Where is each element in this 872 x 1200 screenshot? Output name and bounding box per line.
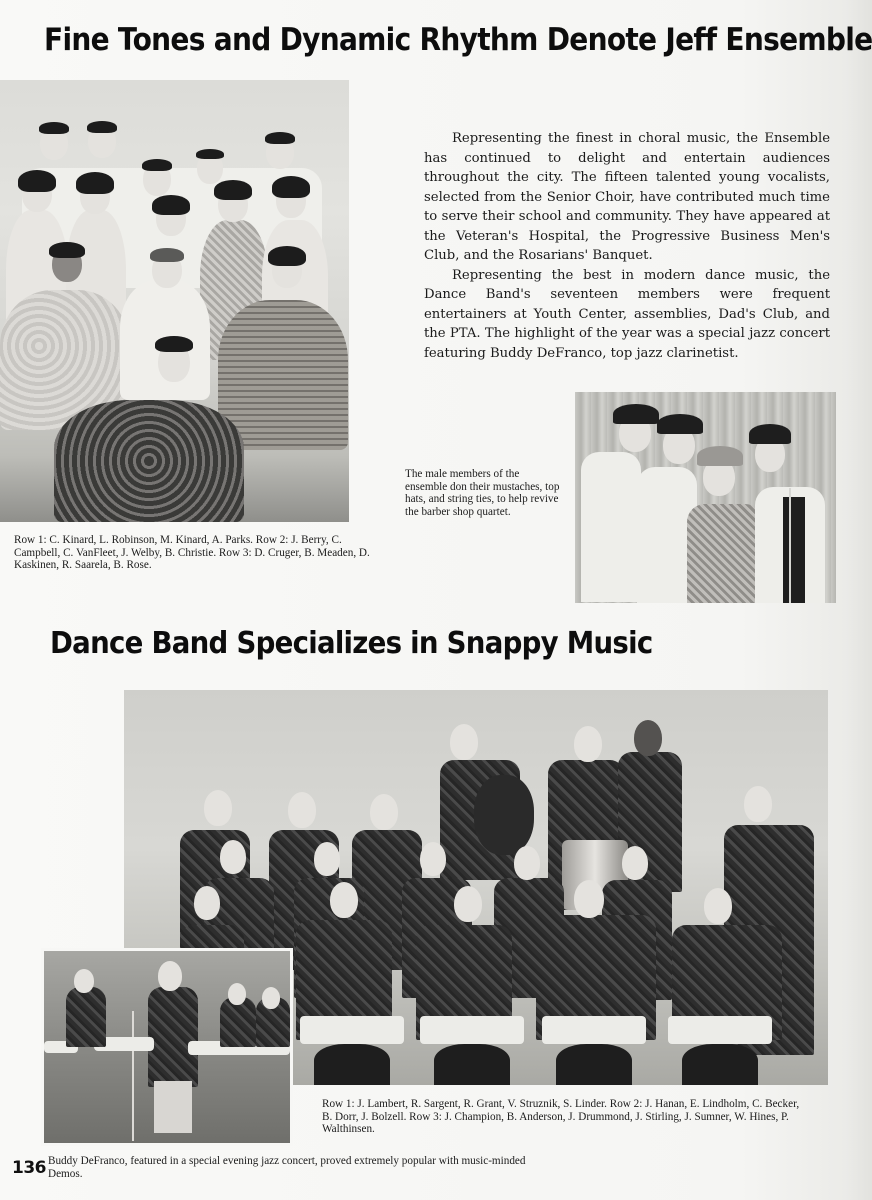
face: [454, 886, 482, 922]
face: [74, 969, 94, 993]
hair: [155, 336, 193, 352]
hair: [87, 121, 117, 133]
face: [514, 846, 540, 880]
hair: [150, 248, 184, 262]
dress: [218, 300, 348, 450]
hair: [76, 172, 114, 194]
bowler-hat: [613, 404, 659, 424]
face: [574, 880, 604, 918]
defranco-caption: Buddy DeFranco, featured in a special evening jazz concert, proved extremely popular with music-minded Demos.: [48, 1155, 526, 1180]
band-member: [66, 987, 106, 1047]
ensemble-headline: Fine Tones and Dynamic Rhythm Denote Jeff Ensemble: [44, 22, 872, 58]
barber-shop-quartet-photo: [575, 392, 836, 603]
barber-shop-caption: The male members of the ensemble don their mustaches, top hats, and string ties, to help revive the barber shop quartet.: [405, 468, 560, 518]
music-stand: [542, 1016, 646, 1044]
hair: [152, 195, 190, 215]
hair: [49, 242, 85, 258]
ensemble-roster-caption: Row 1: C. Kinard, L. Robinson, M. Kinard, A. Parks. Row 2: J. Berry, C. Campbell, C. VanFleet, J. Welby, B. Christie. Row 3: D. Cruger, B. Meaden, D. Kaskinen, R. Saarela, B. Rose.: [14, 534, 370, 572]
stand-base: [556, 1044, 632, 1085]
hair: [265, 132, 295, 144]
music-stand: [668, 1016, 772, 1044]
face: [420, 842, 446, 876]
dark-vest: [783, 497, 805, 603]
face: [370, 794, 398, 830]
bowler-hat: [697, 446, 743, 466]
face: [574, 726, 602, 762]
music-stand: [420, 1016, 524, 1044]
face: [330, 882, 358, 918]
face: [634, 720, 662, 756]
dress: [54, 400, 244, 522]
music-stand: [300, 1016, 404, 1044]
stand-base: [434, 1044, 510, 1085]
face: [450, 724, 478, 760]
microphone-stand: [789, 488, 791, 603]
face: [220, 840, 246, 874]
face: [288, 792, 316, 828]
hair: [39, 122, 69, 134]
face: [704, 888, 732, 924]
ensemble-group-photo: [0, 80, 349, 522]
double-bass: [474, 775, 534, 855]
face: [314, 842, 340, 876]
bowler-hat: [749, 424, 791, 444]
dance-band-roster-caption: Row 1: J. Lambert, R. Sargent, R. Grant, V. Struznik, S. Linder. Row 2: J. Hanan, E. Lindholm, C. Becker, B. Dorr, J. Bolzell. Row 3: J. Champion, B. Anderson, J. Drummond, J. Stirling, J. Sumner, W. Hines, P. Walthinsen.: [322, 1098, 800, 1136]
face: [744, 786, 772, 822]
paragraph-ensemble: Representing the finest in choral music, the Ensemble has continued to delight and entertain audiences throughout the city. The fifteen talented young vocalists, selected from the Senior Choir, have contributed much time to serve their school and community. They have appeared at the Veteran's Hospital, the Progressive Business Men's Club, and the Rosarians' Banquet.: [424, 131, 830, 263]
face: [262, 987, 280, 1009]
face: [194, 886, 220, 920]
stand-base: [682, 1044, 758, 1085]
clarinetist: [148, 987, 198, 1087]
paragraph-dance-band: Representing the best in modern dance music, the Dance Band's seventeen members were frequent entertainers at Youth Center, assemblies, Dad's Club, and the PTA. The highlight of the year was a special jazz concert featuring Buddy DeFranco, top jazz clarinetist.: [424, 267, 830, 361]
plaid-vest: [687, 504, 763, 603]
singer-shirt: [581, 452, 641, 602]
trousers: [154, 1081, 192, 1133]
microphone-stand: [132, 1011, 134, 1141]
face: [228, 983, 246, 1005]
hair: [196, 149, 224, 159]
page-number: 136: [12, 1158, 46, 1178]
dance-band-headline: Dance Band Specializes in Snappy Music: [50, 626, 653, 661]
stand-base: [314, 1044, 390, 1085]
article-body: [424, 129, 830, 363]
bowler-hat: [657, 414, 703, 434]
face: [622, 846, 648, 880]
hair: [214, 180, 252, 200]
hair: [272, 176, 310, 198]
buddy-defranco-photo: [41, 948, 293, 1146]
hair: [18, 170, 56, 192]
face: [204, 790, 232, 826]
face: [158, 961, 182, 991]
hair: [142, 159, 172, 171]
hair: [268, 246, 306, 266]
